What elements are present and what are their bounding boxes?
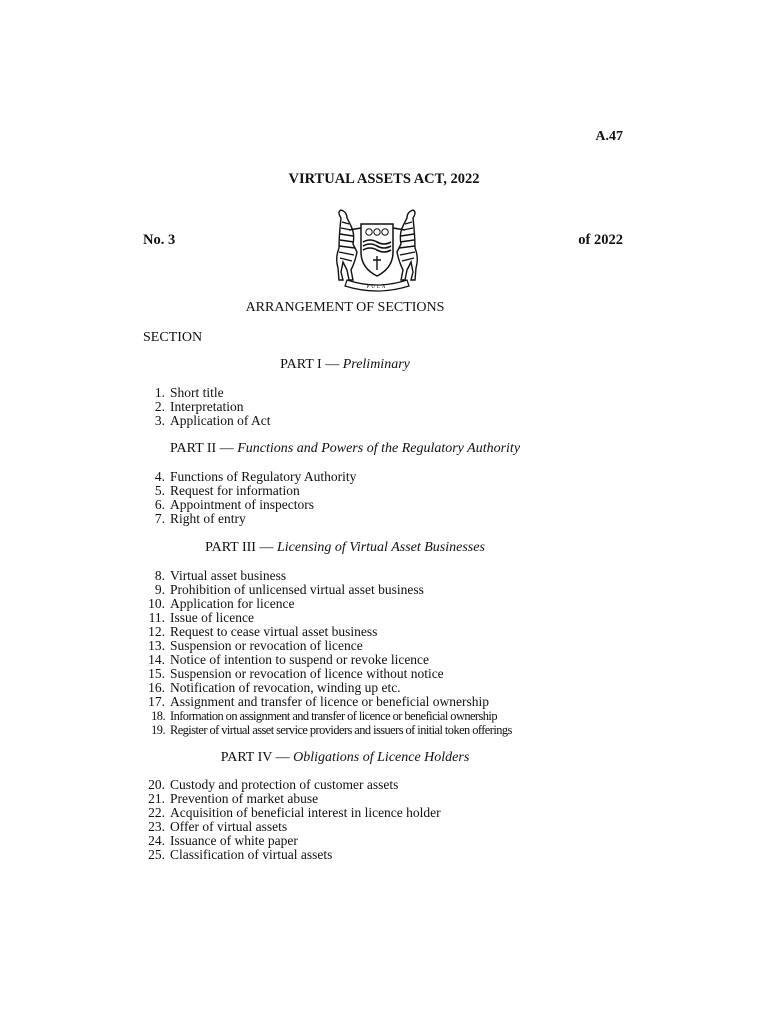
section-entry	[143, 667, 512, 681]
section-title: Application for licence	[170, 596, 295, 611]
part-heading	[0, 441, 690, 457]
section-number: 15.	[148, 666, 165, 681]
part-number: PART III —	[205, 540, 274, 555]
section-entry	[143, 723, 512, 737]
section-number: 11.	[148, 610, 165, 625]
part-number: PART I —	[280, 357, 340, 372]
section-title: Prohibition of unlicensed virtual asset business	[170, 582, 424, 597]
section-number: 5.	[154, 483, 165, 498]
section-title: Register of virtual asset service providers and issuers of initial token offerings	[170, 723, 512, 737]
section-number: 25.	[148, 847, 165, 862]
section-entry	[143, 639, 512, 653]
section-entry	[143, 778, 441, 792]
part-heading	[0, 357, 690, 373]
section-entry	[143, 695, 512, 709]
section-entry	[143, 709, 512, 723]
section-entry	[143, 512, 356, 526]
part-title: Functions and Powers of the Regulatory Authority	[237, 441, 521, 456]
section-number: 16.	[148, 680, 165, 695]
section-entry	[143, 400, 270, 414]
section-entry	[143, 597, 512, 611]
section-number: 1.	[154, 385, 165, 400]
section-title: Assignment and transfer of licence or beneficial ownership	[170, 694, 490, 709]
section-title: Interpretation	[170, 399, 244, 414]
section-column-label: SECTION	[143, 330, 203, 345]
part-heading	[0, 540, 690, 556]
page-reference: A.47	[595, 129, 623, 144]
part-heading	[0, 750, 690, 766]
section-number: 20.	[148, 777, 165, 792]
section-entry	[143, 569, 512, 583]
section-number: 17.	[148, 694, 165, 709]
section-title: Issuance of white paper	[170, 833, 298, 848]
section-number: 14.	[148, 652, 165, 667]
section-title: Acquisition of beneficial interest in licence holder	[170, 805, 441, 820]
section-list	[143, 569, 512, 737]
section-entry	[143, 386, 270, 400]
section-number: 19.	[151, 723, 165, 737]
act-number: No. 3	[143, 232, 176, 248]
act-title: VIRTUAL ASSETS ACT, 2022	[288, 171, 480, 187]
section-entry	[143, 792, 441, 806]
section-number: 21.	[148, 791, 165, 806]
section-list	[143, 778, 441, 862]
section-title: Prevention of market abuse	[170, 791, 319, 806]
section-title: Short title	[170, 385, 224, 400]
section-entry	[143, 484, 356, 498]
section-entry	[143, 820, 441, 834]
section-number: 10.	[148, 596, 165, 611]
section-entry	[143, 498, 356, 512]
coat-of-arms-emblem	[327, 208, 427, 292]
section-entry	[143, 653, 512, 667]
section-number: 7.	[154, 511, 165, 526]
section-title: Information on assignment and transfer of licence or beneficial ownership	[170, 709, 497, 723]
part-number: PART IV —	[220, 750, 290, 765]
part-number: PART II —	[169, 441, 234, 456]
section-title: Custody and protection of customer assets	[170, 777, 399, 792]
section-title: Appointment of inspectors	[170, 497, 314, 512]
section-title: Classification of virtual assets	[170, 847, 333, 862]
section-number: 4.	[154, 469, 165, 484]
section-list	[143, 470, 356, 526]
section-entry	[143, 848, 441, 862]
section-entry	[143, 625, 512, 639]
section-list	[143, 386, 270, 428]
section-entry	[143, 611, 512, 625]
section-entry	[143, 583, 512, 597]
section-title: Offer of virtual assets	[170, 819, 288, 834]
section-title: Right of entry	[170, 511, 246, 526]
section-number: 3.	[154, 413, 165, 428]
section-title: Functions of Regulatory Authority	[170, 469, 357, 484]
section-number: 6.	[154, 497, 165, 512]
section-entry	[143, 834, 441, 848]
section-number: 2.	[154, 399, 165, 414]
section-entry	[143, 681, 512, 695]
section-title: Notice of intention to suspend or revoke licence	[170, 652, 430, 667]
section-title: Request to cease virtual asset business	[170, 624, 378, 639]
section-title: Suspension or revocation of licence without notice	[170, 666, 444, 681]
section-title: Notification of revocation, winding up etc.	[170, 680, 401, 695]
act-year: of 2022	[578, 232, 623, 248]
section-title: Virtual asset business	[170, 568, 287, 583]
section-number: 24.	[148, 833, 165, 848]
section-number: 18.	[151, 709, 165, 723]
section-title: Application of Act	[170, 413, 271, 428]
section-entry	[143, 414, 270, 428]
arrangement-title: ARRANGEMENT OF SECTIONS	[245, 300, 445, 315]
section-number: 22.	[148, 805, 165, 820]
section-number: 9.	[154, 582, 165, 597]
part-title: Licensing of Virtual Asset Businesses	[276, 540, 485, 555]
section-number: 8.	[154, 568, 165, 583]
section-title: Request for information	[170, 483, 300, 498]
section-number: 23.	[148, 819, 165, 834]
part-title: Preliminary	[342, 357, 410, 372]
section-title: Suspension or revocation of licence	[170, 638, 363, 653]
section-title: Issue of licence	[170, 610, 254, 625]
section-number: 13.	[148, 638, 165, 653]
part-title: Obligations of Licence Holders	[293, 750, 470, 765]
section-entry	[143, 470, 356, 484]
motto-text: PULA	[366, 285, 388, 290]
section-entry	[143, 806, 441, 820]
section-number: 12.	[148, 624, 165, 639]
